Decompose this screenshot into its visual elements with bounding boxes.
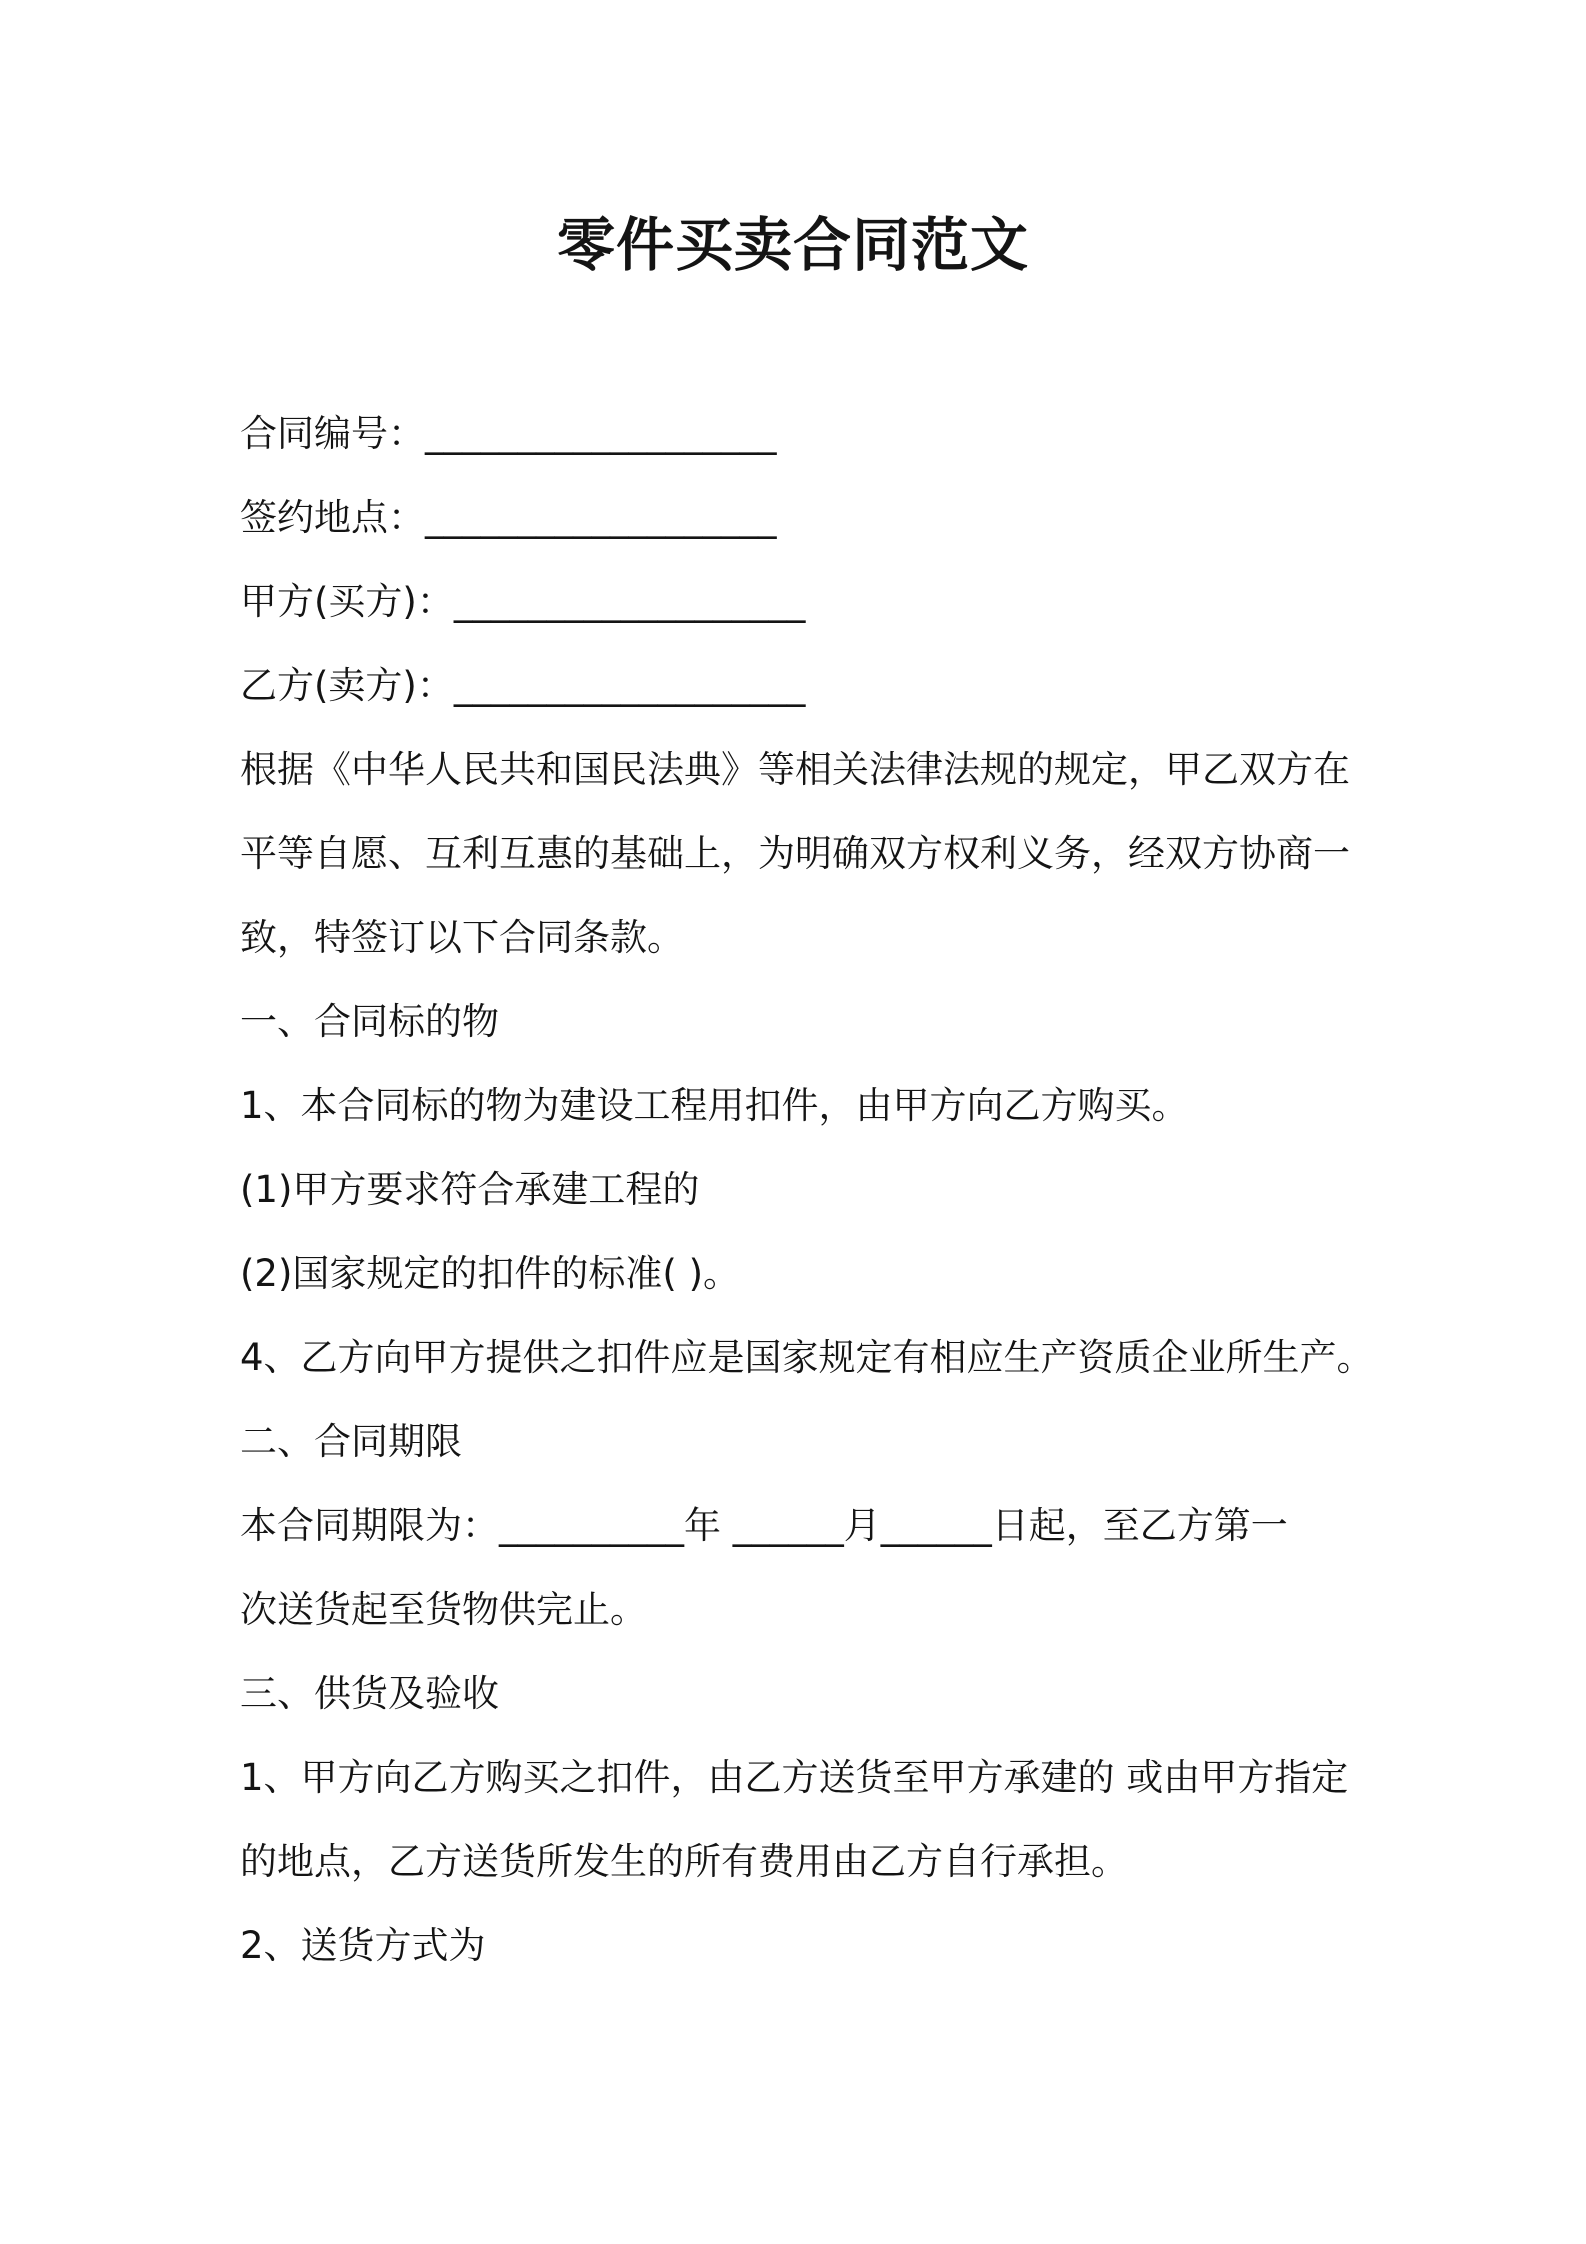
preamble-line-3: 致，特签订以下合同条款。 xyxy=(240,916,684,959)
term-line-2: 次送货起至货物供完止。 xyxy=(240,1588,647,1631)
contract-number-line: 合同编号：___________________ xyxy=(240,412,777,455)
preamble-line-2: 平等自愿、互利互惠的基础上，为明确双方权利义务，经双方协商一 xyxy=(240,832,1350,875)
delivery-clause-1-line-1: 1、甲方向乙方购买之扣件，由乙方送货至甲方承建的 或由甲方指定 xyxy=(240,1756,1349,1799)
clause-1-4: 4、乙方向甲方提供之扣件应是国家规定有相应生产资质企业所生产。 xyxy=(240,1336,1374,1379)
section-heading-subject: 一、合同标的物 xyxy=(240,1000,499,1043)
signing-place-line: 签约地点：___________________ xyxy=(240,496,777,539)
clause-1-1-item-2: (2)国家规定的扣件的标准( )。 xyxy=(240,1252,741,1295)
section-heading-term: 二、合同期限 xyxy=(240,1420,462,1463)
clause-1-1: 1、本合同标的物为建设工程用扣件，由甲方向乙方购买。 xyxy=(240,1084,1189,1127)
section-heading-delivery: 三、供货及验收 xyxy=(240,1672,499,1715)
clause-1-1-item-1: (1)甲方要求符合承建工程的 xyxy=(240,1168,700,1211)
delivery-clause-2: 2、送货方式为 xyxy=(240,1924,486,1967)
document-title: 零件买卖合同范文 xyxy=(556,211,1029,279)
delivery-clause-1-line-2: 的地点，乙方送货所发生的所有费用由乙方自行承担。 xyxy=(240,1840,1128,1883)
term-line-1: 本合同期限为：__________年 ______月______日起，至乙方第一 xyxy=(240,1504,1288,1547)
party-a-line: 甲方(买方)：___________________ xyxy=(240,580,806,623)
party-b-line: 乙方(卖方)：___________________ xyxy=(240,664,806,707)
preamble-line-1: 根据《中华人民共和国民法典》等相关法律法规的规定，甲乙双方在 xyxy=(240,748,1350,791)
